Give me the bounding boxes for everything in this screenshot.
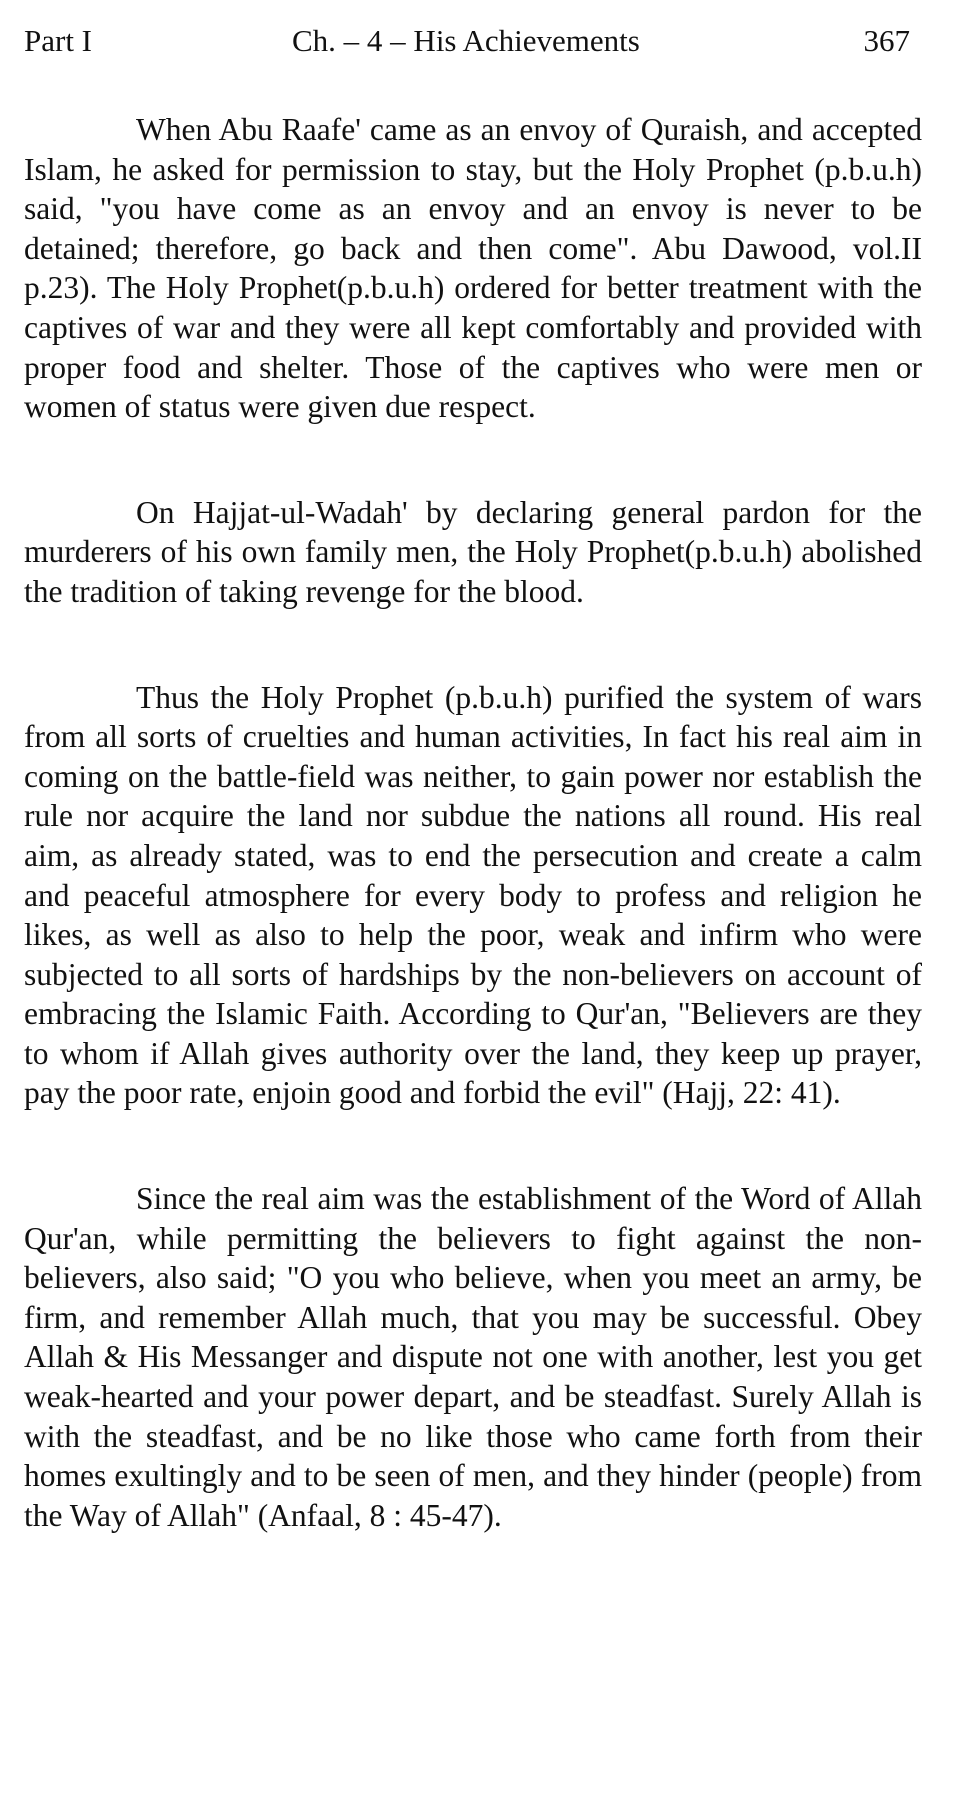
paragraph-purified-wars: Thus the Holy Prophet (p.b.u.h) purified the system of wars from all sorts of cruelties and human activities, In fact his real aim in coming on the battle-field was neither, to gain power nor establish the rule nor acquire the land nor subdue the nations all round. His real aim, as already stated, was to end the persecution and create a calm and peaceful atmosphere for every body to profess and religion he likes, as well as also to help the poor, weak and infirm who were subjected to all sorts of hardships by the non-believers on account of embracing the Islamic Faith. According to Qur'an, "Believers are they to whom if Allah gives authority over the land, they keep up prayer, pay the poor rate, enjoin good and forbid the evil" (Hajj, 22: 41). [24,679,922,1111]
body-text [24,110,922,1535]
paragraph-envoy: When Abu Raafe' came as an envoy of Quraish, and accepted Islam, he asked for permission to stay, but the Holy Prophet (p.b.u.h) said, "you have come as an envoy and an envoy is never to be detained; therefore, go back and then come". Abu Dawood, vol.II p.23). The Holy Prophet(p.b.u.h) ordered for better treatment with the captives of war and they were all kept comfortably and provided with proper food and shelter. Those of the captives who were men or women of status were given due respect. [24,112,922,425]
part-label: Part I [24,23,93,58]
paragraph-word-of-allah: Since the real aim was the establishment of the Word of Allah Qur'an, while permitting the believers to fight against the non-believers, also said; "O you who believe, when you meet an army, be firm, and remember Allah much, that you may be successful. Obey Allah & His Messanger and dispute not one with another, lest you get weak-hearted and your power depart, and be steadfast. Surely Allah is with the steadfast, and be no like those who came forth from their homes exultingly and to be seen of men, and they hinder (people) from the Way of Allah" (Anfaal, 8 : 45-47). [24,1181,922,1533]
paragraph-hajjat-ul-wadah: On Hajjat-ul-Wadah' by declaring general pardon for the murderers of his own family men, the Holy Prophet(p.b.u.h) abolished the tradition of taking revenge for the blood. [24,494,922,609]
page-number: 367 [863,23,910,58]
chapter-title: Ch. – 4 – His Achievements [292,23,640,58]
running-header [24,18,922,64]
